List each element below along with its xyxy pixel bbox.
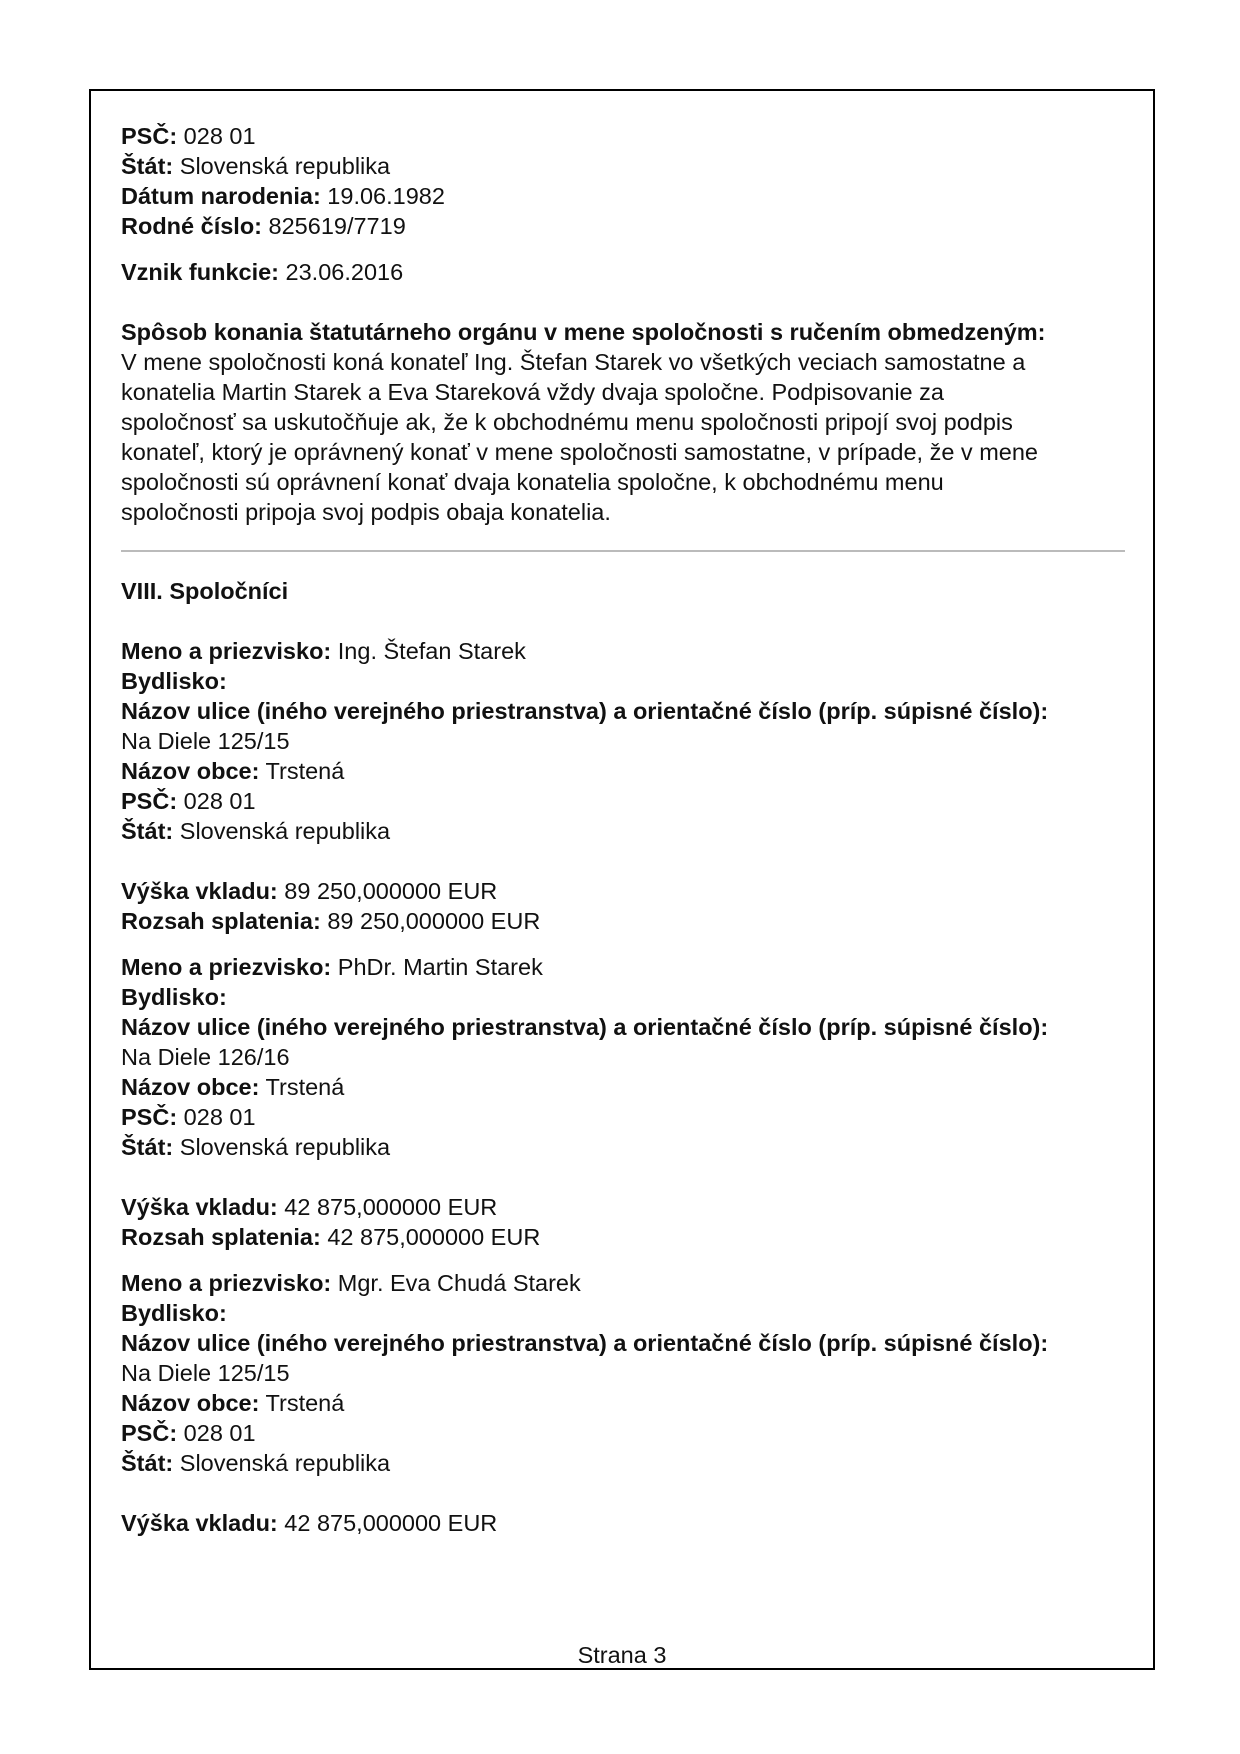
obec-label: Názov obce: [121, 758, 260, 784]
vklad-value: 42 875,000000 EUR [277, 1510, 498, 1536]
psc-label: PSČ: [121, 1420, 178, 1446]
ulica-value: Na Diele 126/16 [121, 1044, 290, 1070]
psc-label: PSČ: [121, 123, 178, 149]
vklad-label: Výška vkladu: [121, 1194, 278, 1220]
splatenie-label: Rozsah splatenia: [121, 908, 321, 934]
splatenie-value: 89 250,000000 EUR [320, 908, 541, 934]
vklad-row [121, 1508, 1131, 1538]
ulica-label: Názov ulice (iného verejného priestranstva) a orientačné číslo (príp. súpisné číslo): [121, 1014, 1049, 1040]
section-title: VIII. Spoločníci [121, 578, 289, 604]
vklad-label: Výška vkladu: [121, 878, 278, 904]
ulica-label: Názov ulice (iného verejného priestranstva) a orientačné číslo (príp. súpisné číslo): [121, 1330, 1049, 1356]
stat-label: Štát: [121, 818, 174, 844]
rodne-cislo-label: Rodné číslo: [121, 213, 263, 239]
meno-value: Mgr. Eva Chudá Starek [331, 1270, 581, 1296]
psc-label: PSČ: [121, 788, 178, 814]
document-body [121, 121, 1131, 1538]
stat-row [121, 1448, 1131, 1478]
vklad-value: 89 250,000000 EUR [277, 878, 498, 904]
psc-row [121, 121, 1131, 151]
sposob-line: spoločnosti sú oprávnení konať dvaja konatelia spoločne, k obchodnému menu [121, 469, 944, 495]
psc-row [121, 1102, 1131, 1132]
ulica-value: Na Diele 125/15 [121, 728, 290, 754]
meno-value: Ing. Štefan Starek [331, 638, 526, 664]
rodne-cislo-row [121, 211, 1131, 241]
sposob-konania-heading: Spôsob konania štatutárneho orgánu v mene spoločnosti s ručením obmedzeným: [121, 319, 1046, 345]
obec-value: Trstená [259, 758, 345, 784]
stat-row [121, 151, 1131, 181]
sposob-line: V mene spoločnosti koná konateľ Ing. Štefan Starek vo všetkých veciach samostatne a [121, 349, 1026, 375]
stat-row [121, 1132, 1131, 1162]
sposob-line: spoločnosť sa uskutočňuje ak, že k obchodnému menu spoločnosti pripojí svoj podpis [121, 409, 1013, 435]
meno-value: PhDr. Martin Starek [331, 954, 543, 980]
vklad-row [121, 876, 1131, 906]
meno-label: Meno a priezvisko: [121, 954, 332, 980]
stat-label: Štát: [121, 153, 174, 179]
rodne-cislo-value: 825619/7719 [262, 213, 406, 239]
stat-value: Slovenská republika [173, 153, 391, 179]
page-number: Strana 3 [577, 1642, 667, 1668]
bydlisko-label: Bydlisko: [121, 984, 227, 1010]
obec-label: Názov obce: [121, 1074, 260, 1100]
obec-label: Názov obce: [121, 1390, 260, 1416]
psc-row [121, 786, 1131, 816]
partner-entry [121, 1268, 1131, 1538]
psc-label: PSČ: [121, 1104, 178, 1130]
section-divider [121, 550, 1125, 552]
datum-narodenia-value: 19.06.1982 [320, 183, 445, 209]
partner-entry [121, 952, 1131, 1252]
sposob-line: konatelia Martin Starek a Eva Stareková vždy dvaja spoločne. Podpisovanie za [121, 379, 944, 405]
psc-row [121, 1418, 1131, 1448]
meno-row [121, 952, 1131, 982]
psc-value: 028 01 [177, 788, 256, 814]
stat-label: Štát: [121, 1450, 174, 1476]
meno-row [121, 636, 1131, 666]
vklad-value: 42 875,000000 EUR [277, 1194, 498, 1220]
psc-value: 028 01 [177, 1104, 256, 1130]
datum-narodenia-row [121, 181, 1131, 211]
vklad-label: Výška vkladu: [121, 1510, 278, 1536]
vklad-row [121, 1192, 1131, 1222]
stat-value: Slovenská republika [173, 818, 391, 844]
stat-row [121, 816, 1131, 846]
splatenie-value: 42 875,000000 EUR [320, 1224, 541, 1250]
obec-value: Trstená [259, 1390, 345, 1416]
splatenie-label: Rozsah splatenia: [121, 1224, 321, 1250]
vznik-funkcie-row [121, 257, 1131, 287]
vznik-funkcie-value: 23.06.2016 [279, 259, 404, 285]
stat-value: Slovenská republika [173, 1134, 391, 1160]
ulica-value: Na Diele 125/15 [121, 1360, 290, 1386]
meno-label: Meno a priezvisko: [121, 1270, 332, 1296]
bydlisko-label: Bydlisko: [121, 668, 227, 694]
splatenie-row [121, 906, 1131, 936]
obec-row [121, 756, 1131, 786]
vznik-funkcie-label: Vznik funkcie: [121, 259, 280, 285]
psc-value: 028 01 [177, 1420, 256, 1446]
datum-narodenia-label: Dátum narodenia: [121, 183, 321, 209]
sposob-line: konateľ, ktorý je oprávnený konať v mene spoločnosti samostatne, v prípade, že v mene [121, 439, 1038, 465]
obec-value: Trstená [259, 1074, 345, 1100]
bydlisko-label: Bydlisko: [121, 1300, 227, 1326]
meno-row [121, 1268, 1131, 1298]
obec-row [121, 1388, 1131, 1418]
partner-entry [121, 636, 1131, 936]
stat-label: Štát: [121, 1134, 174, 1160]
sposob-line: spoločnosti pripoja svoj podpis obaja konatelia. [121, 499, 611, 525]
meno-label: Meno a priezvisko: [121, 638, 332, 664]
ulica-label: Názov ulice (iného verejného priestranstva) a orientačné číslo (príp. súpisné číslo): [121, 698, 1049, 724]
psc-value: 028 01 [177, 123, 256, 149]
stat-value: Slovenská republika [173, 1450, 391, 1476]
obec-row [121, 1072, 1131, 1102]
splatenie-row [121, 1222, 1131, 1252]
